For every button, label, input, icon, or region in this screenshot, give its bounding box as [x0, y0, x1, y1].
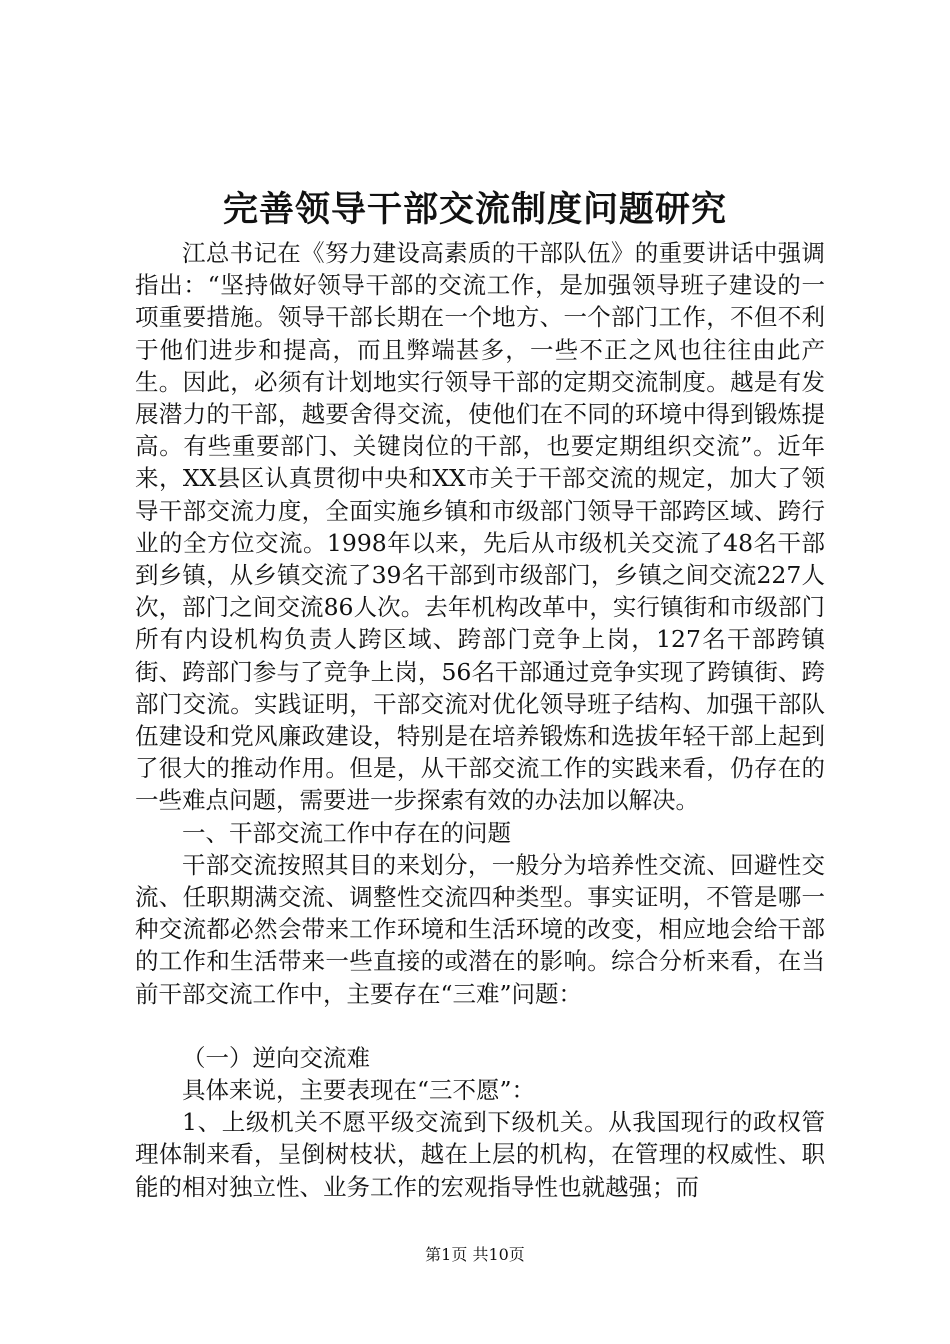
paragraph-exchange-types: 干部交流按照其目的来划分，一般分为培养性交流、回避性交流、任职期满交流、调整性交流四种类型。事实证明，不管是哪一种交流都必然会带来工作环境和生活环境的改变，相应地会给干部的工作和生活带来一些直接的或潜在的影响。综合分析来看，在当前干部交流工作中，主要存在“三难”问题： [135, 850, 825, 1008]
page-number-footer: 第1页 共10页 [425, 1245, 525, 1264]
paragraph-three-unwilling: 具体来说，主要表现在“三不愿”： [182, 1076, 536, 1105]
paragraph-point-1: 1、上级机关不愿平级交流到下级机关。从我国现行的政权管理体制来看，呈倒树枝状，越在上层的机构，在管理的权威性、职能的相对独立性、业务工作的宏观指导性也就越强；而 [135, 1108, 825, 1201]
document-title: 完善领导干部交流制度问题研究 [222, 189, 727, 230]
section-heading-problems: 一、干部交流工作中存在的问题 [182, 818, 511, 847]
paragraph-intro: 江总书记在《努力建设高素质的干部队伍》的重要讲话中强调指出：“坚持做好领导干部的交流工作，是加强领导班子建设的一项重要措施。领导干部长期在一个地方、一个部门工作，不但不利于他们进步和提高，而且弊端甚多，一些不正之风也往往由此产生。因此，必须有计划地实行领导干部的定期交流制度。越是有发展潜力的干部，越要舍得交流，使他们在不同的环境中得到锻炼提高。有些重要部门、关键岗位的干部，也要定期组织交流”。近年来，XX县区认真贯彻中央和XX市关于干部交流的规定，加大了领导干部交流力度，全面实施乡镇和市级部门领导干部跨区域、跨行业的全方位交流。1998年以来，先后从市级机关交流了48名干部到乡镇，从乡镇交流了39名干部到市级部门，乡镇之间交流227人次，部门之间交流86人次。去年机构改革中，实行镇街和市级部门所有内设机构负责人跨区域、跨部门竞争上岗，127名干部跨镇街、跨部门参与了竞争上岗，56名干部通过竞争实现了跨镇街、跨部门交流。实践证明，干部交流对优化领导班子结构、加强干部队伍建设和党风廉政建设，特别是在培养锻炼和选拔年轻干部上起到了很大的推动作用。但是，从干部交流工作的实践来看，仍存在的一些难点问题，需要进一步探索有效的办法加以解决。 [135, 239, 825, 815]
subsection-heading-reverse-exchange: （一）逆向交流难 [182, 1043, 370, 1072]
document-body [135, 237, 825, 1203]
